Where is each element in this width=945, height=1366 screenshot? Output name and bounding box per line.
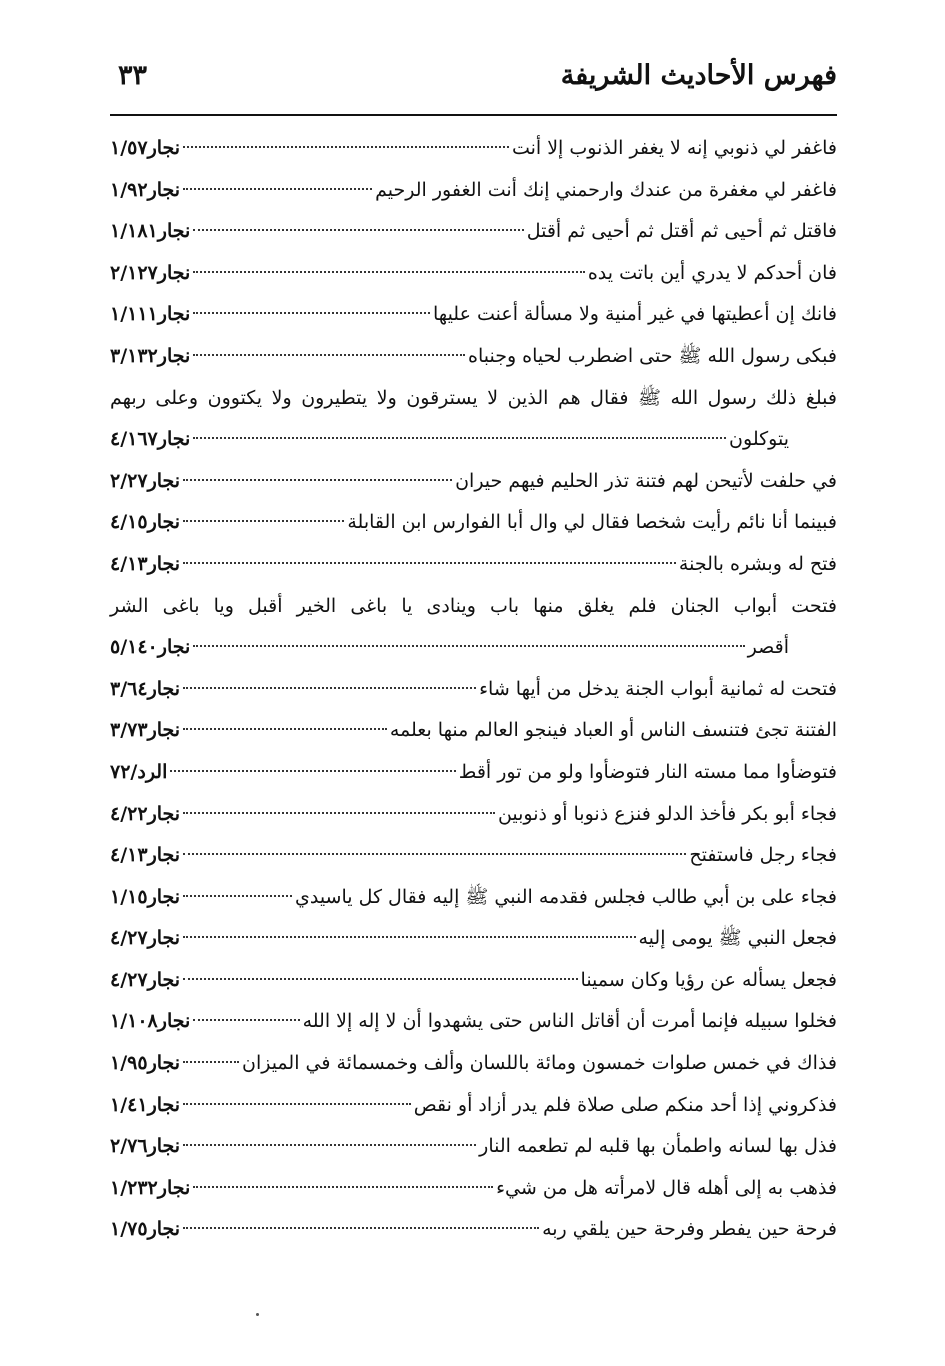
entry-reference: نجار٤/١٣ (110, 552, 181, 575)
index-entry (110, 502, 837, 544)
index-entry (110, 336, 837, 378)
hadith-index-list (110, 128, 837, 1251)
dot-leader (183, 479, 452, 481)
entry-text: فانك إن أعطيتها في غير أمنية ولا مسألة أعنت عليها (433, 303, 837, 326)
dot-leader (193, 312, 430, 314)
entry-text: فبلغ ذلك رسول الله ﷺ فقال هم الذين لا يسترقون ولا يتطيرون ولا يكتوون وعلى ربهم (110, 386, 837, 409)
entry-reference: نجار٢/٢٧ (110, 469, 181, 492)
entry-text: فبينما أنا نائم رأيت شخصا فقال لي وال أبا الفوارس ابن القابلة (347, 511, 837, 534)
index-entry (110, 710, 837, 752)
entry-reference: نجار٤/٢٧ (110, 927, 181, 950)
index-entry (110, 211, 837, 253)
entry-text: فذاك في خمس صلوات خمسون ومائة باللسان وألف وخمسمائة في الميزان (241, 1052, 837, 1075)
dot-leader (170, 770, 455, 772)
entry-reference: نجار١/٩٢ (110, 178, 181, 201)
index-entry (110, 544, 837, 586)
entry-text-continuation: أقصر (747, 636, 789, 659)
entry-text: فذل بها لسانه واطمأن بها قلبه لم تطعمه النار (479, 1135, 837, 1158)
entry-text: الفتنة تجئ فتنسف الناس أو العباد فينجو العالم منها بعلمه (389, 719, 837, 742)
dot-leader (183, 895, 292, 897)
dot-leader (193, 354, 465, 356)
entry-text: فذهب به إلى أهله قال لامرأته هل من شيء (496, 1176, 837, 1199)
entry-reference: نجار١/١٠٨ (110, 1010, 191, 1033)
entry-text: فبكى رسول الله ﷺ حتى اضطرب لحياه وجنباه (468, 344, 837, 367)
entry-text: فاقتل ثم أحيى ثم أقتل ثم أحيى ثم أقتل (526, 220, 837, 243)
entry-text: فتح له وبشره بالجنة (678, 552, 837, 575)
page-header (110, 56, 837, 106)
dot-leader (183, 1103, 411, 1105)
entry-reference: نجار٣/٦٤ (110, 677, 181, 700)
index-entry (110, 960, 837, 1002)
entry-reference: نجار١/٢٣٢ (110, 1176, 191, 1199)
entry-text: فتوضأوا مما مسته النار فتوضأوا ولو من تور أقط (458, 760, 837, 783)
index-entry (110, 378, 837, 461)
entry-reference: نجار١/٧٥ (110, 1218, 181, 1241)
entry-reference: نجار٣/٧٣ (110, 719, 181, 742)
entry-text: فان أحدكم لا يدري أين باتت يده (587, 261, 837, 284)
index-entry (110, 794, 837, 836)
dot-leader (183, 1061, 239, 1063)
index-entry (110, 253, 837, 295)
index-entry (110, 1168, 837, 1210)
entry-reference: نجار١/٥٧ (110, 137, 181, 159)
index-entry (110, 1209, 837, 1251)
entry-text: فتحت أبواب الجنان فلم يغلق منها باب وينادى يا باغى الخير أقبل ويا باغى الشر (110, 594, 837, 617)
entry-text-continuation: يتوكلون (729, 428, 789, 451)
entry-text: فرحة حين يفطر وفرحة حين يلقي ربه (542, 1218, 837, 1241)
dot-leader (183, 853, 686, 855)
page-number: ٣٣ (118, 60, 148, 91)
entry-reference: نجار١/١٥ (110, 885, 181, 908)
entry-reference: نجار١/١٨١ (110, 220, 191, 243)
index-entry (110, 1043, 837, 1085)
entry-reference: نجار١/٩٥ (110, 1052, 181, 1075)
entry-reference: نجار٢/٧٦ (110, 1135, 181, 1158)
entry-reference: نجار٥/١٤٠ (110, 636, 191, 659)
dot-leader (193, 437, 726, 439)
entry-text: فجعل النبي ﷺ يومى إليه (638, 927, 837, 950)
entry-reference: نجار٣/١٣٢ (110, 344, 191, 367)
entry-reference: نجار١/٤١ (110, 1093, 181, 1116)
index-entry (110, 1126, 837, 1168)
index-entry (110, 461, 837, 503)
dot-leader (193, 1019, 299, 1021)
dot-leader (193, 271, 585, 273)
entry-reference: نجار٤/١٦٧ (110, 428, 191, 451)
dot-leader (183, 1227, 539, 1229)
entry-text: فاغفر لي مغفرة من عندك وارحمني إنك أنت الغفور الرحيم (375, 178, 837, 201)
dot-leader (183, 1144, 476, 1146)
entry-text: فتحت له ثمانية أبواب الجنة يدخل من أيها شاء (479, 677, 837, 700)
index-entry (110, 1085, 837, 1127)
index-entry (110, 835, 837, 877)
page-title: فهرس الأحاديث الشريفة (560, 60, 837, 91)
entry-reference: نجار٢/١٢٧ (110, 261, 191, 284)
dot-leader (183, 728, 387, 730)
entry-text: فجاء على بن أبي طالب فجلس فقدمه النبي ﷺ إليه فقال كل ياسيدي (294, 885, 837, 908)
index-entry (110, 669, 837, 711)
dot-leader (193, 229, 523, 231)
entry-reference: نجار٤/٢٧ (110, 968, 181, 991)
index-entry (110, 128, 837, 170)
entry-text: في حلفت لأتيحن لهم فتنة تذر الحليم فيهم حيران (455, 469, 837, 492)
dot-leader (183, 812, 495, 814)
dot-leader (183, 146, 509, 148)
dot-leader (183, 687, 476, 689)
index-entry (110, 170, 837, 212)
entry-text: فجاء أبو بكر فأخذ الدلو فنزع ذنوبا أو ذنوبين (497, 802, 837, 825)
dot-leader (183, 978, 577, 980)
header-rule (110, 114, 837, 116)
index-entry (110, 918, 837, 960)
page-speck (256, 1313, 259, 1316)
entry-reference: نجار١/١١١ (110, 303, 191, 326)
dot-leader (183, 520, 344, 522)
entry-text: فذكروني إذا أحد منكم صلى صلاة فلم يدر أزاد أو نقص (413, 1093, 837, 1116)
entry-reference: نجار٤/١٣ (110, 844, 181, 867)
entry-reference: الرد/٧٢ (110, 760, 168, 783)
entry-text: فجاء رجل فاستفتح (689, 844, 837, 867)
entry-reference: نجار٤/١٥ (110, 511, 181, 534)
entry-text: فخلوا سبيله فإنما أمرت أن أقاتل الناس حتى يشهدوا أن لا إله إلا الله (302, 1010, 837, 1033)
index-entry (110, 752, 837, 794)
dot-leader (183, 936, 635, 938)
dot-leader (193, 645, 744, 647)
index-entry (110, 586, 837, 669)
dot-leader (193, 1186, 493, 1188)
dot-leader (183, 562, 676, 564)
index-entry (110, 294, 837, 336)
index-entry (110, 1001, 837, 1043)
index-entry (110, 877, 837, 919)
entry-reference: نجار٤/٢٢ (110, 802, 181, 825)
dot-leader (183, 188, 372, 190)
entry-text: فجعل يسأله عن رؤيا وكان سمينا (580, 968, 837, 991)
entry-text: فاغفر لي ذنوبي إنه لا يغفر الذنوب إلا أنت (511, 137, 837, 159)
